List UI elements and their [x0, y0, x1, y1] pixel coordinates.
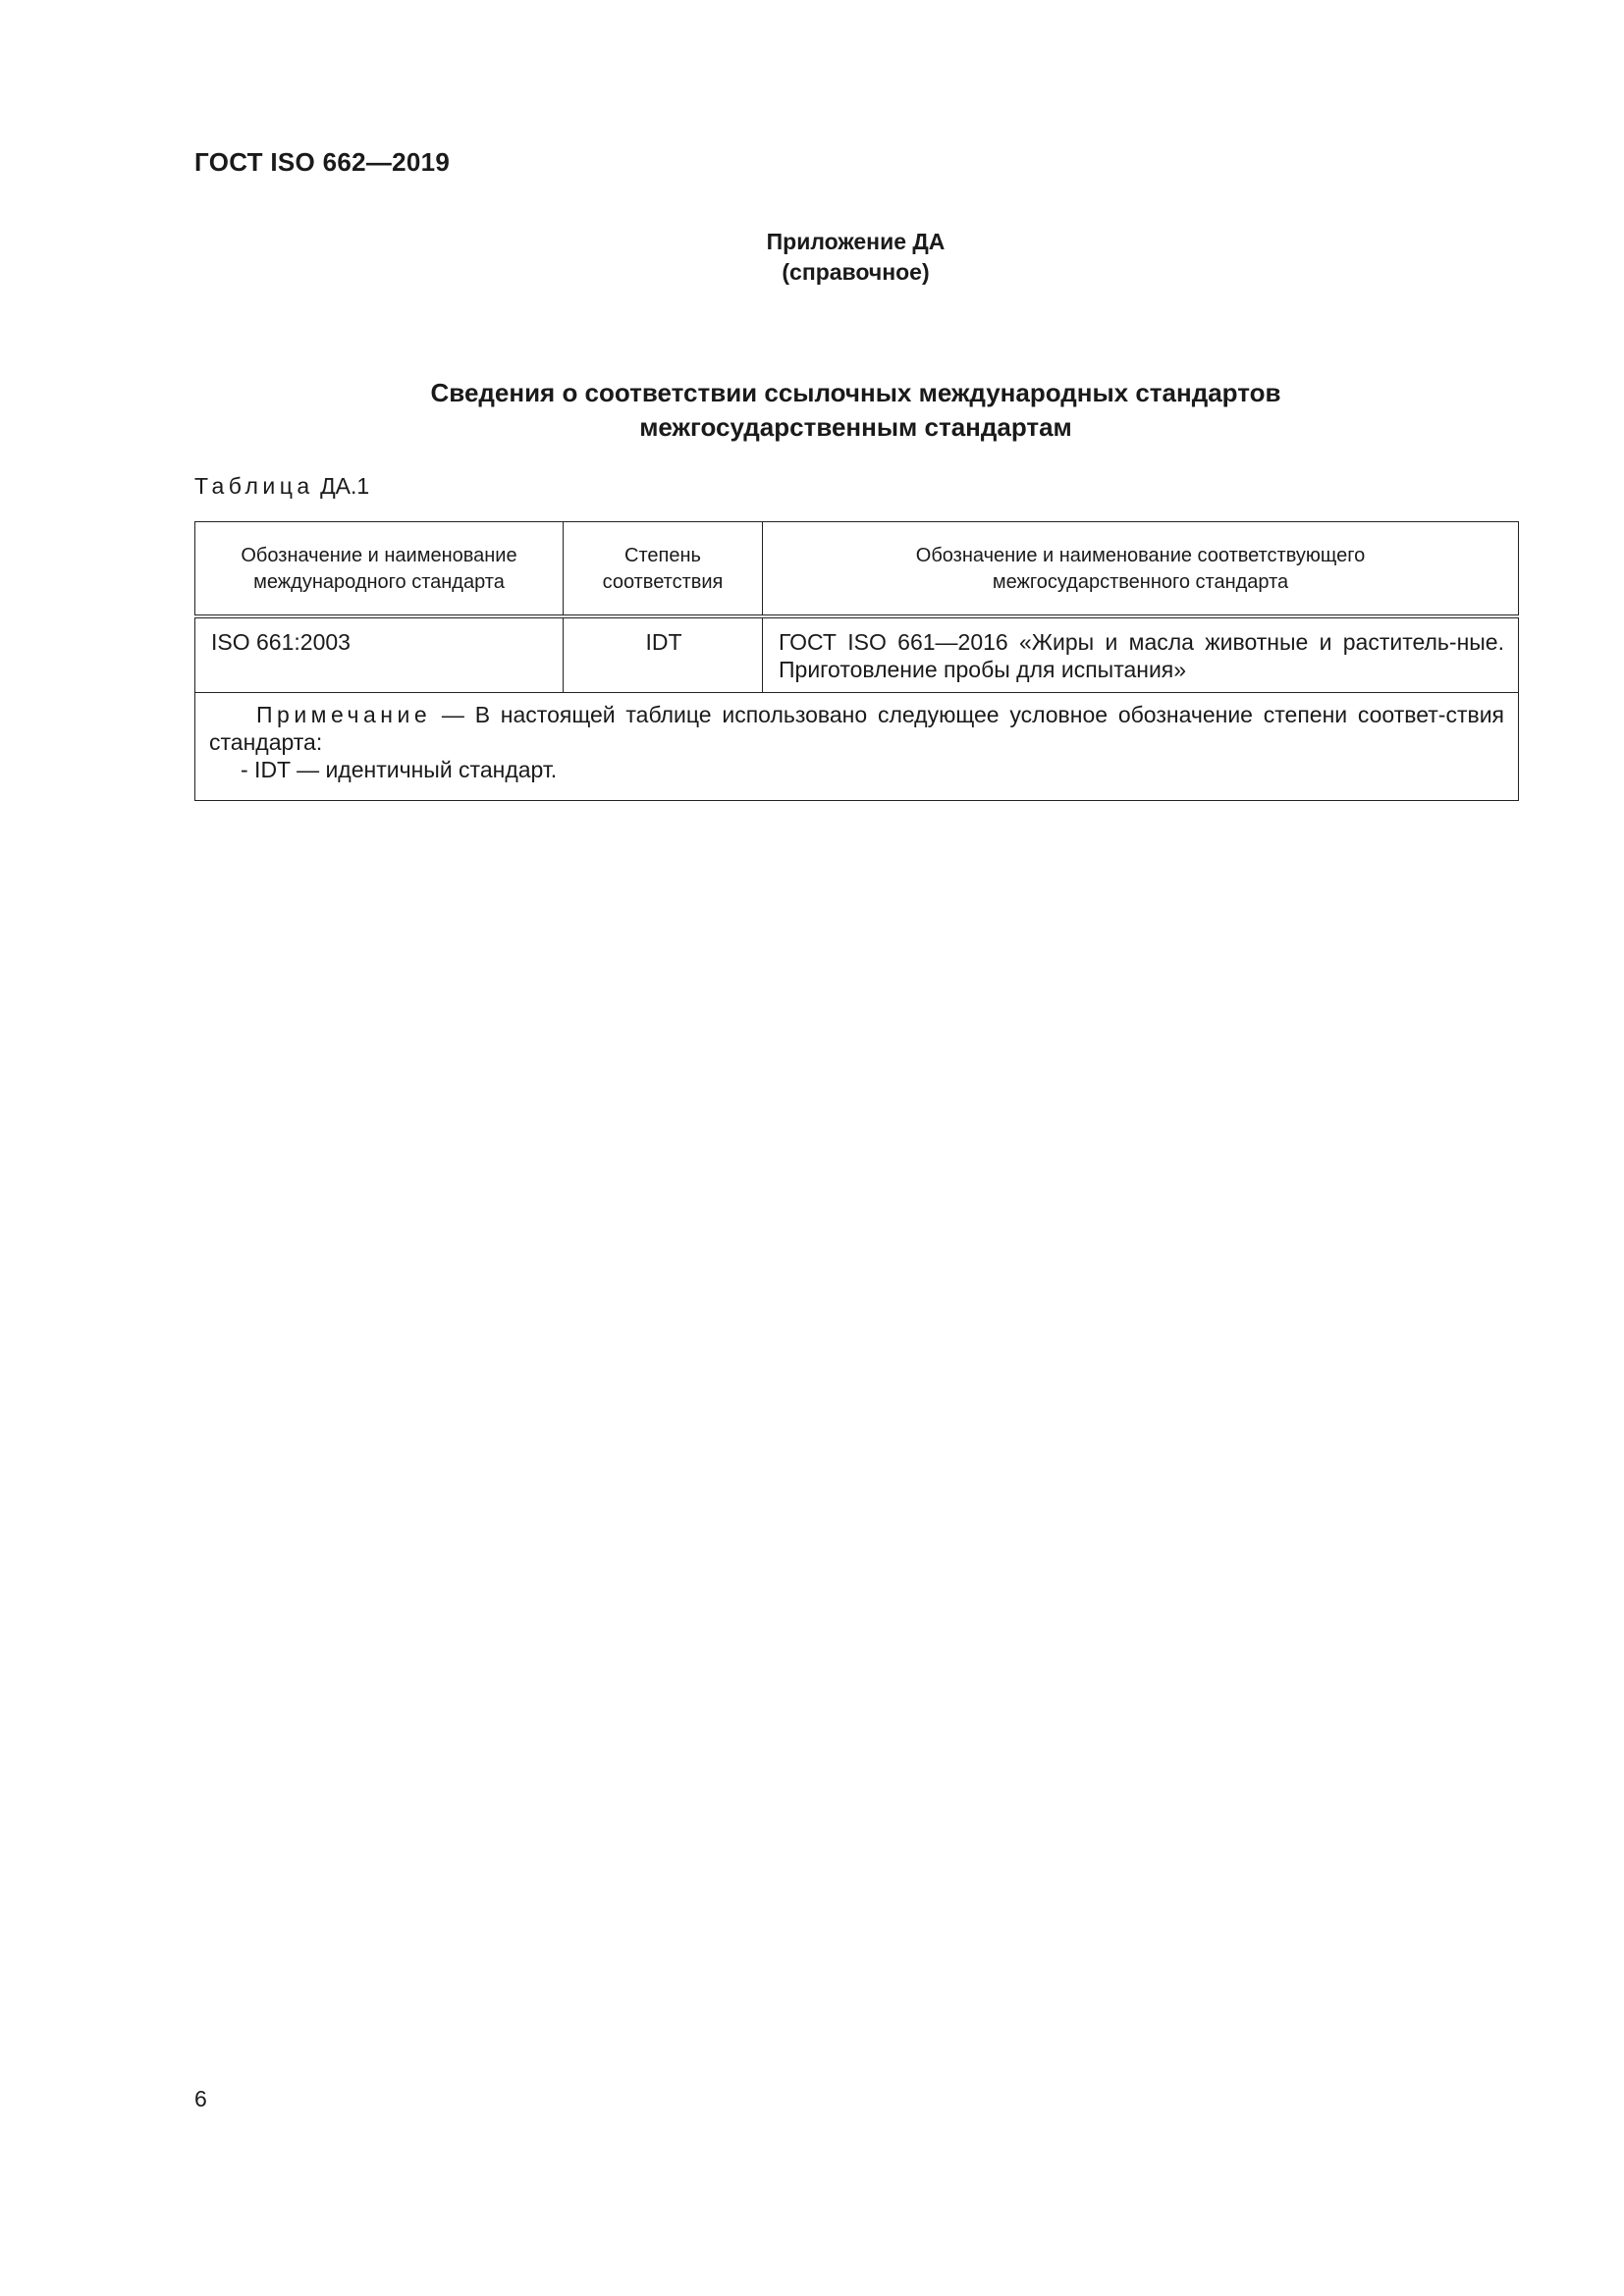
note-body: — В настоящей таблице использовано следующее условное обозначение степени соответ-ствия стандарта: — [209, 702, 1504, 755]
page-number: 6 — [194, 2086, 207, 2111]
section-title-line1: Сведения о соответствии ссылочных международных стандартов — [430, 378, 1281, 407]
column-header-interstate-line2: межгосударственного стандарта — [992, 571, 1289, 593]
table-header-row — [195, 522, 1519, 616]
cell-interstate-standard: ГОСТ ISO 661—2016 «Жиры и масла животные и раститель-ные. Приготовление пробы для испытания» — [763, 616, 1519, 693]
table-caption — [194, 473, 369, 500]
note-list-item: - IDT — идентичный стандарт. — [241, 757, 558, 782]
standards-table — [194, 521, 1519, 801]
appendix-subtitle: (справочное) — [782, 259, 930, 285]
column-header-international — [195, 522, 564, 616]
column-header-international-line1: Обозначение и наименование — [241, 545, 517, 566]
note-label: Примечание — [256, 702, 432, 727]
table-row — [195, 616, 1519, 693]
table-note-row — [195, 693, 1519, 801]
section-title-line2: межгосударственным стандартам — [639, 412, 1072, 442]
table-note — [195, 693, 1519, 801]
column-header-degree — [564, 522, 763, 616]
table-caption-label: Таблица — [194, 473, 314, 499]
column-header-degree-line1: Степень — [624, 545, 701, 566]
column-header-international-line2: международного стандарта — [253, 571, 505, 593]
cell-degree: IDT — [564, 616, 763, 693]
cell-international-standard: ISO 661:2003 — [195, 616, 564, 693]
section-title — [194, 376, 1517, 445]
column-header-interstate-line1: Обозначение и наименование соответствующего — [915, 545, 1366, 566]
column-header-interstate — [763, 522, 1519, 616]
note-text — [209, 701, 1504, 756]
table-caption-number: ДА.1 — [320, 473, 370, 499]
appendix-title: Приложение ДА — [766, 229, 946, 254]
appendix-heading — [194, 227, 1517, 288]
column-header-degree-line2: соответствия — [602, 571, 724, 593]
document-code: ГОСТ ISO 662—2019 — [194, 147, 451, 177]
